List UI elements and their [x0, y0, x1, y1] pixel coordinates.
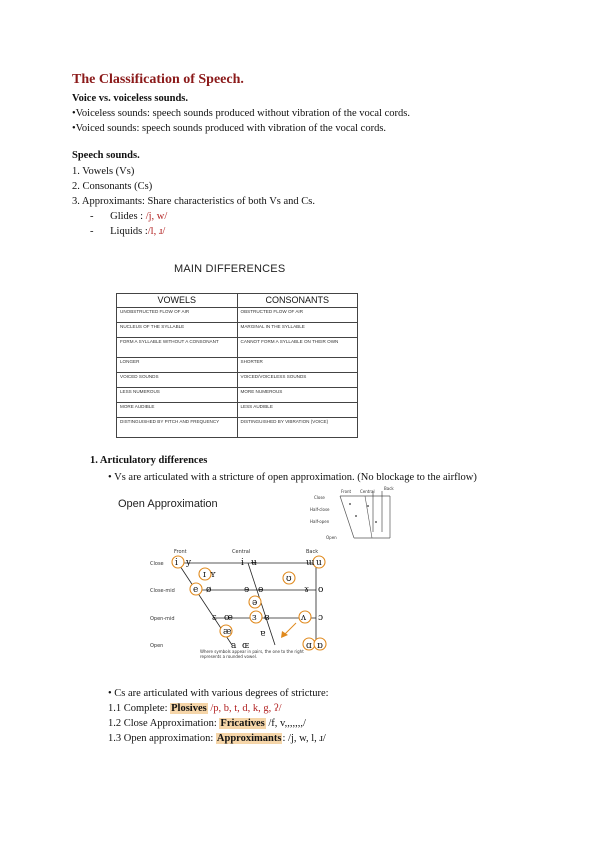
vowel-symbol: ə — [252, 598, 258, 608]
row-label-open-mid: Open-mid — [150, 616, 175, 622]
complete-stricture-line — [108, 701, 282, 716]
table-cell: DISTINGUISHED BY PITCH AND FREQUENCY — [117, 418, 238, 438]
close-approximation-line — [108, 716, 306, 731]
vowel-symbol: ʏ — [210, 570, 216, 580]
differences-table — [116, 293, 358, 438]
row-label-half-open: Half-open — [310, 519, 330, 524]
glides-label: Glides : — [110, 211, 146, 222]
c3-prefix: 1.3 Open approximation: — [108, 733, 216, 744]
vowel-symbol: ɪ — [203, 570, 206, 580]
c1-prefix: 1.1 Complete: — [108, 703, 171, 714]
vowel-symbol: ʉ — [251, 558, 257, 568]
central-line — [365, 496, 372, 538]
vowel-symbol: e — [193, 585, 199, 595]
col-label-back: Back — [306, 549, 319, 555]
table-header-row — [117, 294, 358, 308]
speech-item-approximants: 3. Approximants: Share characteristics of both Vs and Cs. — [72, 196, 316, 207]
plosives-term: Plosives — [171, 703, 207, 714]
liquids-value: /l, ɹ/ — [147, 226, 166, 237]
c2-prefix: 1.2 Close Approximation: — [108, 718, 220, 729]
vowel-symbol: y — [186, 558, 192, 568]
glides-line — [90, 209, 167, 224]
voiced-definition: •Voiced sounds: speech sounds produced with vibration of the vocal cords. — [72, 123, 387, 134]
voice-heading: Voice vs. voiceless sounds. — [72, 93, 188, 104]
table-cell: LONGER — [117, 358, 238, 373]
vowel-symbol: ɐ — [260, 629, 266, 639]
table-row — [117, 418, 358, 438]
vowel-symbol: ɔ — [318, 613, 324, 623]
table-cell: VOICED/VOICELESS SOUNDS — [237, 373, 358, 388]
vowel-dot — [375, 521, 377, 523]
vowel-symbol: ɵ — [258, 585, 264, 595]
table-row — [117, 388, 358, 403]
vowel-symbol: ʊ — [286, 574, 292, 584]
consonants-articulation-line: • Cs are articulated with various degrees of stricture: — [108, 688, 329, 699]
table-cell: OBSTRUCTED FLOW OF AIR — [237, 308, 358, 323]
vowel-symbol: ɒ — [317, 641, 323, 651]
table-cell: UNOBSTRUCTED FLOW OF AIR — [117, 308, 238, 323]
arrow-line — [284, 623, 296, 635]
table-cell: VOICED SOUNDS — [117, 373, 238, 388]
table-cell: FORM A SYLLABLE WITHOUT A CONSONANT — [117, 338, 238, 358]
table-row — [117, 338, 358, 358]
vowel-dot — [349, 503, 351, 505]
ipa-vowel-chart — [148, 545, 338, 667]
glides-value: /j, w/ — [145, 211, 168, 222]
row-label-half-close: Half-close — [310, 507, 330, 512]
table-cell: SHORTER — [237, 358, 358, 373]
table-cell: LESS NUMEROUS — [117, 388, 238, 403]
table-cell: NUCLEUS OF THE SYLLABLE — [117, 323, 238, 338]
open-approximation-label: Open Approximation — [118, 498, 218, 510]
vowel-symbol: ɜ — [252, 613, 257, 623]
vowel-symbol: o — [318, 585, 324, 595]
fricatives-term: Fricatives — [220, 718, 265, 729]
vowel-symbol: ʌ — [301, 613, 307, 623]
col-label-front: Front — [174, 549, 187, 555]
row-label-open: Open — [150, 643, 164, 649]
plosives-value: /p, b, t, d, k, g, ʔ/ — [207, 703, 282, 714]
vowel-symbol: ɘ — [244, 585, 250, 595]
table-cell: MARGINAL IN THE SYLLABLE — [237, 323, 358, 338]
highlight-circle — [172, 556, 184, 568]
header-vowels: VOWELS — [117, 294, 238, 308]
page-title: The Classification of Speech. — [72, 72, 244, 87]
col-label-central: Central — [360, 489, 375, 494]
table-row — [117, 358, 358, 373]
vowel-symbol: ɤ — [304, 585, 310, 595]
dash-bullet: - — [90, 226, 94, 237]
fricatives-value: /f, v,,,,,,,/ — [265, 718, 306, 729]
table-cell: DISTINGUISHED BY VIBRATION (VOICE) — [237, 418, 358, 438]
table-cell: CANNOT FORM A SYLLABLE ON THEIR OWN — [237, 338, 358, 358]
col-label-front: Front — [341, 489, 352, 494]
table-cell: LESS AUDIBLE — [237, 403, 358, 418]
vowel-symbol: æ — [223, 627, 232, 637]
row-label-open: Open — [326, 535, 337, 540]
vowel-symbol: ɑ — [306, 641, 312, 651]
speech-sounds-heading: Speech sounds. — [72, 150, 140, 161]
voiceless-definition: •Voiceless sounds: speech sounds produced without vibration of the vocal cords. — [72, 108, 410, 119]
vowel-symbol: ɨ — [241, 558, 244, 568]
approximants-term: Approximants — [216, 733, 282, 744]
header-consonants: CONSONANTS — [237, 294, 358, 308]
approximants-value: : /j, w, l, ɹ/ — [282, 733, 326, 744]
vowel-symbol: ɞ — [264, 613, 270, 623]
liquids-label: Liquids : — [110, 226, 148, 237]
liquids-line — [90, 224, 165, 239]
vowel-symbol: œ — [224, 613, 233, 623]
vowel-symbol: i — [175, 558, 178, 568]
speech-item-consonants: 2. Consonants (Cs) — [72, 181, 153, 192]
table-title: MAIN DIFFERENCES — [174, 263, 286, 275]
row-label-close-mid: Close-mid — [150, 588, 175, 594]
open-approximation-line — [108, 731, 326, 746]
table-row — [117, 323, 358, 338]
vowel-symbol: a — [231, 641, 237, 651]
table-row — [117, 403, 358, 418]
row-label-close: Close — [314, 495, 325, 500]
vowel-dot — [367, 505, 369, 507]
table-row — [117, 308, 358, 323]
speech-item-vowels: 1. Vowels (Vs) — [72, 166, 135, 177]
front-edge-line — [340, 496, 354, 538]
vowel-symbol: ɛ — [212, 613, 217, 623]
vowel-dot — [355, 515, 357, 517]
vowel-symbol: ɯ — [306, 558, 315, 568]
vowel-symbol: u — [316, 558, 322, 568]
col-label-back: Back — [384, 486, 394, 491]
vowel-height-diagram — [310, 486, 400, 546]
chart-note: Where symbols appear in pairs, the one to the right represents a rounded vowel. — [200, 649, 304, 659]
vowel-symbol: ø — [206, 585, 212, 595]
row-label-close: Close — [150, 561, 164, 567]
articulatory-heading: 1. Articulatory differences — [90, 455, 208, 466]
chart-note-wrapper — [200, 649, 310, 665]
table-cell: MORE AUDIBLE — [117, 403, 238, 418]
table-row — [117, 373, 358, 388]
table-cell: MORE NUMEROUS — [237, 388, 358, 403]
col-label-central: Central — [232, 549, 251, 555]
dash-bullet: - — [90, 211, 94, 222]
vowel-symbol: ɶ — [242, 641, 250, 651]
vowels-articulation-line: • Vs are articulated with a stricture of open approximation. (No blockage to the airflow) — [108, 472, 477, 483]
